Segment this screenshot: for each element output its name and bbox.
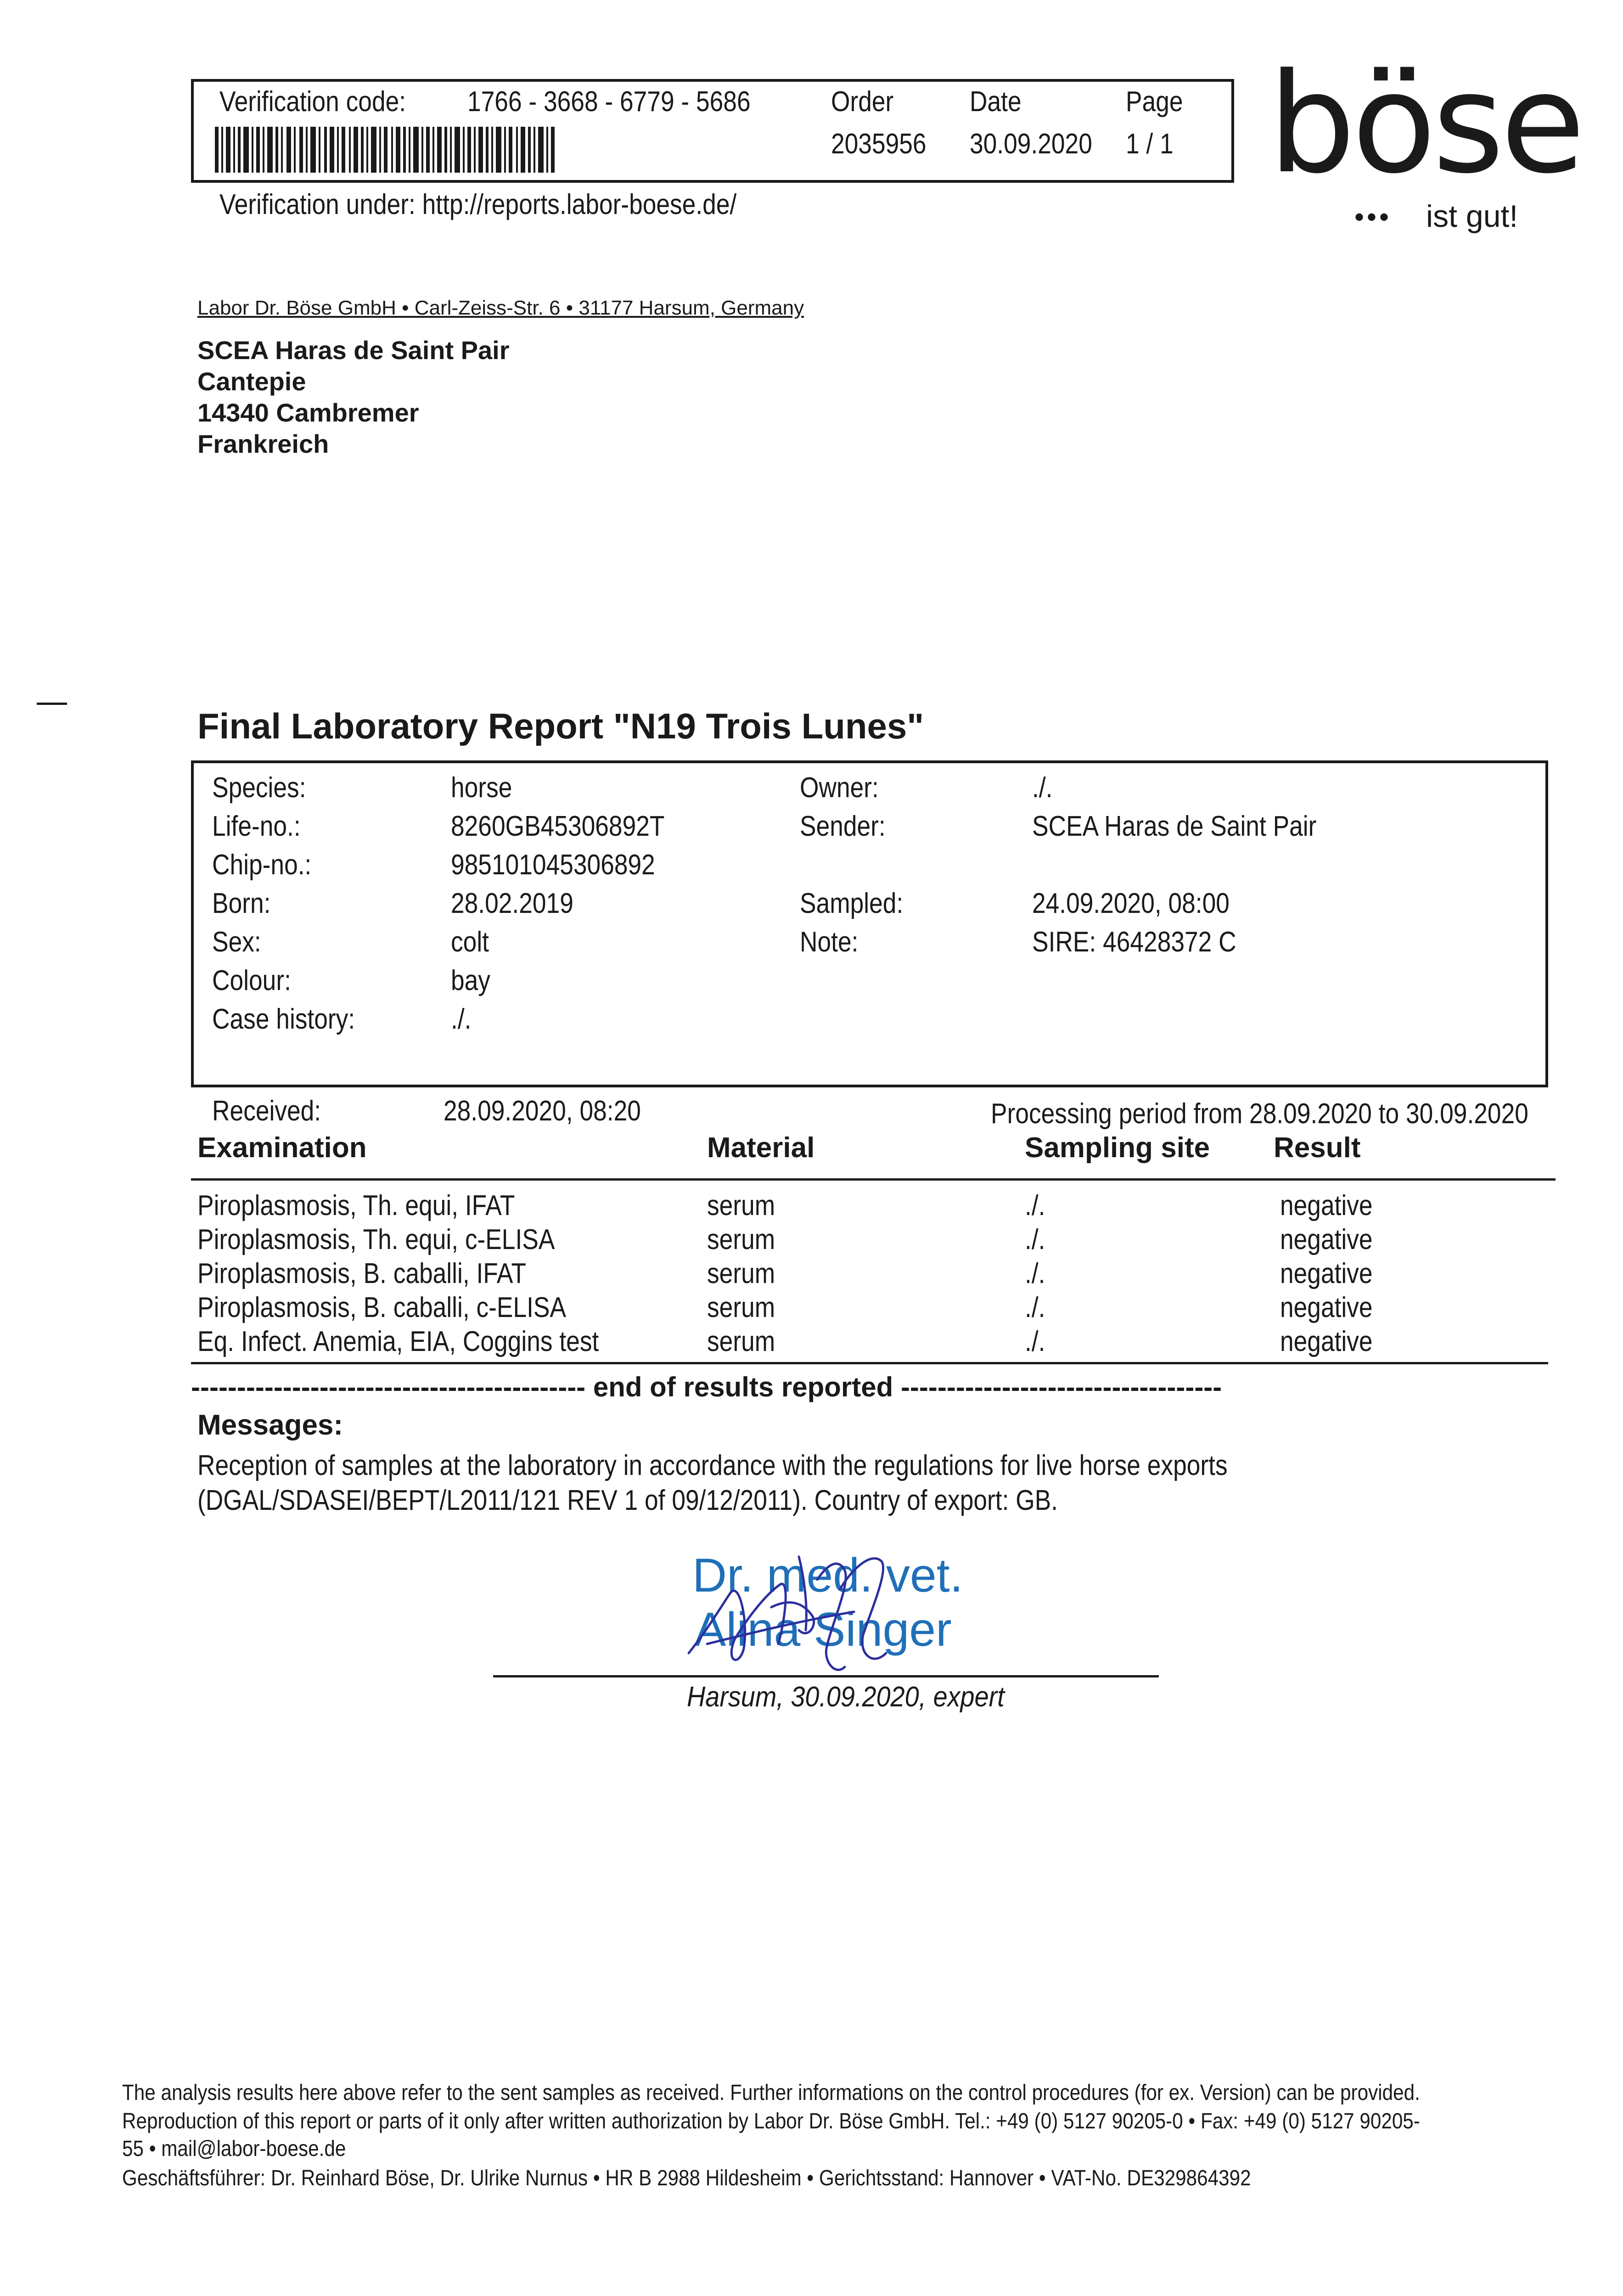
examination-cell: Piroplasmosis, B. caballi, c-ELISA — [197, 1292, 567, 1323]
born-value: 28.02.2019 — [451, 888, 573, 919]
sender-value: SCEA Haras de Saint Pair — [1032, 810, 1317, 842]
result-cell: negative — [1280, 1326, 1373, 1357]
sampling-site-cell: ./. — [1025, 1258, 1045, 1289]
sender-label: Sender: — [800, 810, 886, 842]
note-value: SIRE: 46428372 C — [1032, 926, 1236, 958]
colour-label: Colour: — [212, 965, 291, 996]
sampling-site-cell: ./. — [1025, 1326, 1045, 1357]
material-cell: serum — [707, 1190, 775, 1221]
owner-label: Owner: — [800, 772, 879, 804]
signature-stamp-title: Dr. med. vet. — [692, 1549, 963, 1602]
column-header-material: Material — [707, 1132, 815, 1164]
logo-wordmark: böse — [1268, 44, 1582, 204]
species-value: horse — [451, 772, 512, 804]
received-value: 28.09.2020, 08:20 — [444, 1095, 641, 1127]
handwritten-signature — [680, 1538, 937, 1685]
species-label: Species: — [212, 772, 306, 804]
fold-mark — [37, 703, 67, 705]
material-cell: serum — [707, 1224, 775, 1255]
signature-line — [493, 1675, 1159, 1677]
page-value: 1 / 1 — [1126, 128, 1174, 160]
end-of-results-line: ------------------------------------------- end of results reported ----------------------------------- — [191, 1372, 1222, 1402]
sender-return-address: Labor Dr. Böse GmbH • Carl-Zeiss-Str. 6 • 31177 Harsum, Germany — [197, 297, 804, 319]
colour-value: bay — [451, 965, 490, 996]
column-header-result: Result — [1274, 1132, 1361, 1164]
sampling-site-cell: ./. — [1025, 1292, 1045, 1323]
received-label: Received: — [212, 1095, 321, 1127]
life-no-label: Life-no.: — [212, 810, 301, 842]
addressee-line: 14340 Cambremer — [197, 398, 419, 427]
message-line: (DGAL/SDASEI/BEPT/L2011/121 REV 1 of 09/12/2011). Country of export: GB. — [197, 1485, 1058, 1516]
date-value: 30.09.2020 — [970, 128, 1092, 160]
order-label: Order — [831, 86, 894, 118]
note-label: Note: — [800, 926, 859, 958]
owner-value: ./. — [1032, 772, 1053, 804]
examination-cell: Piroplasmosis, Th. equi, c-ELISA — [197, 1224, 555, 1255]
result-cell: negative — [1280, 1292, 1373, 1323]
table-bottom-divider — [191, 1362, 1548, 1364]
sampled-value: 24.09.2020, 08:00 — [1032, 888, 1230, 919]
logo-tagline: ist gut! — [1426, 199, 1518, 234]
logo-dots-icon: ••• — [1354, 202, 1392, 232]
sex-value: colt — [451, 926, 489, 958]
message-line: Reception of samples at the laboratory in accordance with the regulations for live horse exports — [197, 1450, 1228, 1481]
material-cell: serum — [707, 1258, 775, 1289]
sex-label: Sex: — [212, 926, 261, 958]
page-label: Page — [1126, 86, 1183, 118]
result-cell: negative — [1280, 1258, 1373, 1289]
header-divider — [191, 1178, 1556, 1181]
footer-line: Geschäftsführer: Dr. Reinhard Böse, Dr. Ulrike Nurnus • HR B 2988 Hildesheim • Gerichtsstand: Hannover • VAT-No. DE329864392 — [122, 2166, 1251, 2190]
signature-stamp-name: Alina Singer — [694, 1603, 952, 1656]
report-title: Final Laboratory Report "N19 Trois Lunes" — [197, 706, 924, 746]
verification-code: 1766 - 3668 - 6779 - 5686 — [467, 86, 751, 118]
material-cell: serum — [707, 1326, 775, 1357]
examination-cell: Eq. Infect. Anemia, EIA, Coggins test — [197, 1326, 599, 1357]
result-cell: negative — [1280, 1224, 1373, 1255]
date-label: Date — [970, 86, 1022, 118]
sampling-site-cell: ./. — [1025, 1190, 1045, 1221]
sampling-site-cell: ./. — [1025, 1224, 1045, 1255]
life-no-value: 8260GB45306892T — [451, 810, 665, 842]
examination-cell: Piroplasmosis, B. caballi, IFAT — [197, 1258, 527, 1289]
born-label: Born: — [212, 888, 271, 919]
addressee-line: Cantepie — [197, 367, 306, 396]
addressee-line: SCEA Haras de Saint Pair — [197, 336, 510, 365]
column-header-sampling-site: Sampling site — [1025, 1132, 1210, 1164]
processing-period: Processing period from 28.09.2020 to 30.09.2020 — [991, 1098, 1528, 1130]
messages-heading: Messages: — [197, 1409, 343, 1441]
column-header-examination: Examination — [197, 1132, 367, 1164]
case-history-label: Case history: — [212, 1003, 355, 1035]
footer-line: Reproduction of this report or parts of it only after written authorization by Labor Dr. Böse GmbH. Tel.: +49 (0) 5127 90205-0 • Fax: +49 (0) 5127 90205- — [122, 2109, 1420, 2133]
footer-line: The analysis results here above refer to the sent samples as received. Further informations on the control procedures (for ex. Version) can be provided. — [122, 2081, 1420, 2105]
barcode-image — [215, 127, 555, 173]
sampled-label: Sampled: — [800, 888, 904, 919]
chip-no-label: Chip-no.: — [212, 849, 312, 881]
examination-cell: Piroplasmosis, Th. equi, IFAT — [197, 1190, 515, 1221]
material-cell: serum — [707, 1292, 775, 1323]
footer-line: 55 • mail@labor-boese.de — [122, 2137, 346, 2161]
case-history-value: ./. — [451, 1003, 472, 1035]
result-cell: negative — [1280, 1190, 1373, 1221]
chip-no-value: 985101045306892 — [451, 849, 655, 881]
signature-caption: Harsum, 30.09.2020, expert — [687, 1681, 1005, 1713]
verification-url: Verification under: http://reports.labor-boese.de/ — [219, 189, 737, 220]
patient-info-box — [191, 760, 1548, 1087]
verification-label: Verification code: — [219, 86, 406, 118]
addressee-line: Frankreich — [197, 429, 329, 458]
order-value: 2035956 — [831, 128, 927, 160]
